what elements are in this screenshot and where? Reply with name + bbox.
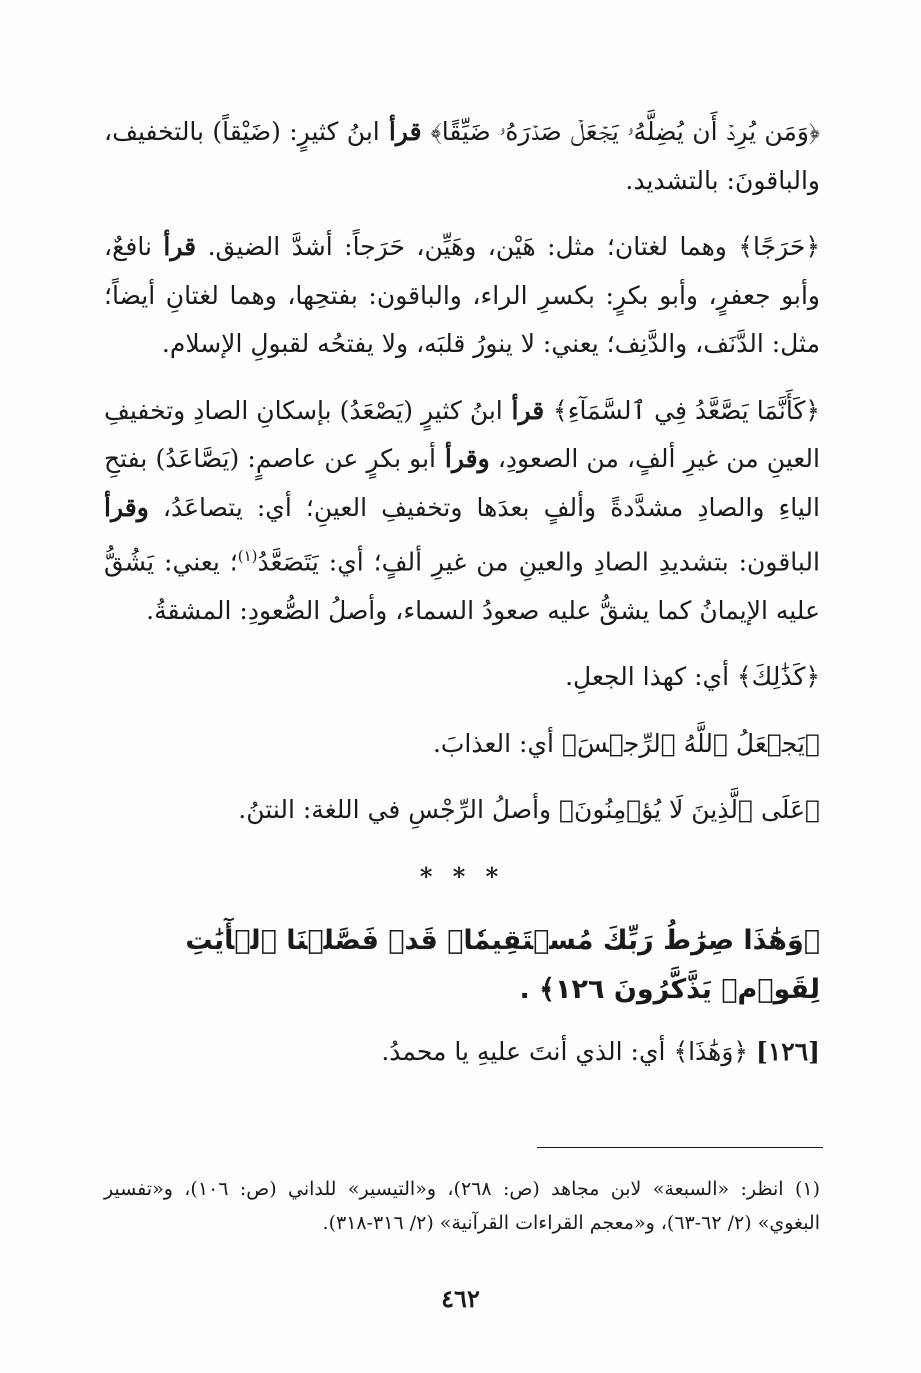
footnote: (١) انظر: «السبعة» لابن مجاهد (ص: ٢٦٨)، و«التيسير» للداني (ص: ١٠٦)، و«تفسير البغوي» (٢/ ٦٢-٦٣)، و«معجم القراءات القرآنية» (٢/ ٣١٦-٣١٨). (104, 1178, 821, 1234)
footnote-divider (537, 1147, 823, 1148)
text-segment: نافعٌ، وأبو جعفرٍ، وأبو بكرٍ: بكسرِ الراء، والباقون: بفتحِها، وهما لغتانِ أيضاً؛ مثل: الدَّنَف، والدَّنِف؛ يعني: لا ينورُ قلبَه، ولا يفتحُه لقبولِ الإسلام. (104, 232, 820, 358)
text-segment: ابنُ كثيرٍ: (ضَيْقاً) بالتخفيف، والباقونَ: بالتشديد. (104, 117, 820, 195)
footnote-ref: (١) (237, 547, 258, 565)
commentary-paragraphs (104, 108, 820, 835)
text-segment: قرأ (502, 395, 554, 425)
quran-verse: ﴿وَهَٰذَا صِرَٰطُ رَبِّكَ مُسۡتَقِيمٗاۗ قَدۡ فَصَّلۡنَا ٱلۡأٓيَٰتِ لِقَوۡمٖ يَذَّكَّرُونَ ١٢٦﴾ . (185, 925, 820, 1005)
quran-quote: ﴿حَرَجًا﴾ (738, 232, 820, 261)
paragraph (104, 786, 820, 835)
quran-quote: ﴿كَذَٰلِكَ﴾ (736, 662, 820, 692)
text-segment: أبو بكرٍ عن عاصمٍ: (يَصَّاعَدُ) بفتحِ الياءِ والصادِ مشدَّدةً وألفٍ بعدَها وتخفيفِ العينِ؛ أي: يتصاعَدُ، (104, 444, 820, 522)
paragraph (104, 387, 820, 636)
page-number: ٤٦٢ (441, 1284, 480, 1313)
paragraph (104, 653, 820, 702)
paragraph (104, 720, 820, 769)
verse-commentary (104, 1028, 820, 1077)
quran-quote: ﴿كَأَنَّمَا يَصَّعَّدُ فِي ٱلسَّمَآءِ﴾ (553, 395, 820, 425)
verse-number: [١٢٦] (756, 1037, 820, 1067)
text-segment: قرأ (379, 117, 431, 146)
text-segment: أي: كهذا الجعلِ. (565, 662, 737, 692)
text-segment: وقرأ (104, 492, 149, 522)
quran-quote: ﴿وَمَن يُرِدۡ أَن يُضِلَّهُۥ يَجۡعَلۡ صَدۡرَهُۥ ضَيِّقًا﴾ (430, 117, 820, 146)
verse-quote: ﴿وَهَٰذَا﴾ (673, 1037, 757, 1067)
text-segment: وأصلُ الرِّجْسِ في اللغة: النتنُ. (238, 795, 560, 825)
main-text (104, 108, 820, 1095)
quran-quote: ﴿عَلَى ٱلَّذِينَ لَا يُؤۡمِنُونَ﴾ (559, 795, 820, 825)
quran-quote: ﴿يَجۡعَلُ ٱللَّهُ ٱلرِّجۡسَ﴾ (561, 728, 820, 758)
text-segment: قرأ (163, 232, 197, 261)
text-segment: ؛ يعني: يَشُقُّ عليه الإيمانُ كما يشقُّ عليه صعودُ السماء، وأصلُ الصُّعودِ: المشقةُ. (104, 547, 820, 625)
paragraph (104, 108, 820, 205)
text-segment: ابنُ كثيرٍ (يَصْعَدُ) بإسكانِ الصادِ وتخفيفِ العينِ من غيرِ ألفٍ، من الصعودِ، (104, 395, 820, 473)
text-segment: أي: العذابَ. (432, 728, 562, 758)
text-segment: الباقون: بتشديدِ الصادِ والعينِ من غيرِ ألفٍ؛ أي: يَتَصَعَّدُ (257, 547, 820, 577)
text-segment: وقرأ (436, 444, 490, 473)
paragraph (104, 223, 820, 369)
verse-explanation: أي: الذي أنتَ عليهِ يا محمدُ. (381, 1037, 674, 1067)
text-segment: وهما لغتان؛ مثل: هَيْن، وهَيِّن، حَرَجاً: أشدَّ الضيق. (196, 232, 739, 261)
section-separator: * * * (419, 861, 505, 891)
